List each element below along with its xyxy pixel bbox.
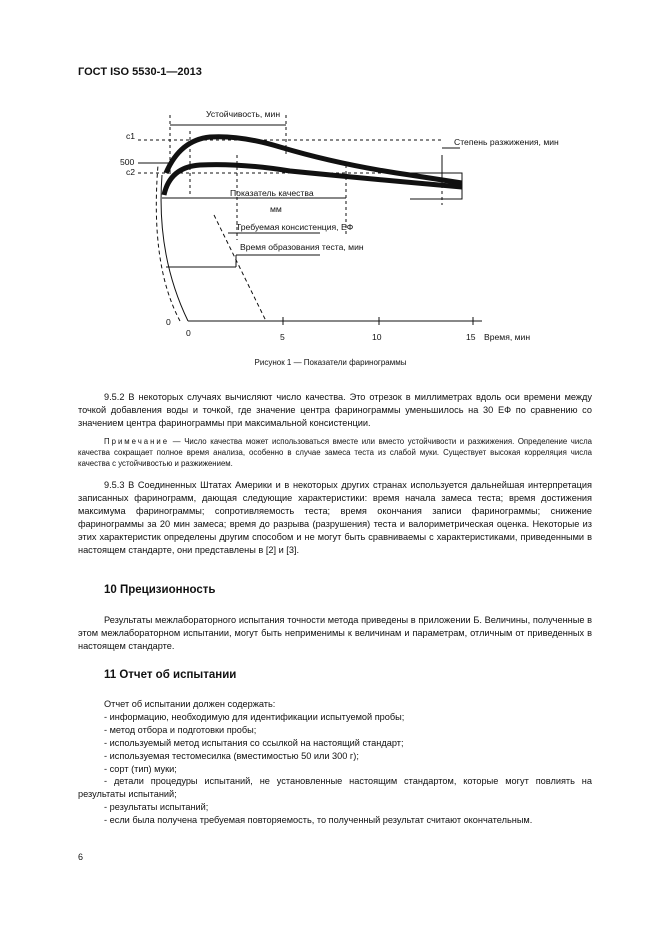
label-c2: c2 bbox=[126, 167, 136, 177]
label-quality-number: Показатель качества bbox=[230, 188, 314, 198]
label-c1: c1 bbox=[126, 131, 136, 141]
tick-label-10: 10 bbox=[372, 332, 382, 342]
list-item: - информацию, необходимую для идентификации испытуемой пробы; bbox=[104, 711, 405, 722]
paragraph-10 bbox=[78, 614, 592, 653]
label-500: 500 bbox=[120, 157, 135, 167]
figure-caption: Рисунок 1 — Показатели фаринограммы bbox=[254, 358, 407, 367]
paragraph-10-text: Результаты межлабораторного испытания точности метода приведены в приложении Б. Величины, полученные в этом межлабораторном испытании, могут быть неприменимы к величинам и параметрам, отличным от приведенных в настоящем стандарте. bbox=[78, 615, 592, 651]
farinogram-upper-band bbox=[166, 137, 462, 183]
label-y-zero: 0 bbox=[166, 317, 171, 327]
note-block bbox=[78, 436, 592, 470]
tick-label-15: 15 bbox=[466, 332, 476, 342]
time-axis-label: Время, мин bbox=[484, 332, 531, 342]
farinogram-diagram bbox=[110, 95, 590, 355]
note-text: — Число качества может использоваться вместе или вместо устойчивости и разжижения. Определение числа качества сокращает полное время анализа, особенно в случае замеса теста из слабой муки. Существует высокая корреляция числа качества с устойчивостью и разжижением. bbox=[78, 437, 592, 469]
page-number: 6 bbox=[78, 852, 84, 862]
note-label: Примечание bbox=[104, 437, 170, 446]
label-stability: Устойчивость, мин bbox=[206, 109, 281, 119]
paragraph-9-5-3 bbox=[78, 479, 592, 556]
label-mm: мм bbox=[270, 204, 282, 214]
farinogram-figure bbox=[110, 95, 590, 355]
standard-header: ГОСТ ISO 5530-1—2013 bbox=[78, 66, 202, 78]
section-heading-10: 10 Прецизионность bbox=[104, 584, 216, 596]
section-heading-11: 11 Отчет об испытании bbox=[104, 669, 237, 681]
label-degree-softening: Степень разжижения, мин bbox=[454, 137, 559, 147]
list-item: - используемая тестомесилка (вместимостью 50 или 300 г); bbox=[104, 750, 359, 761]
list-item: - детали процедуры испытаний, не установленные настоящим стандартом, которые могут повлиять на результаты испытаний; bbox=[78, 776, 592, 800]
tick-label-5: 5 bbox=[280, 332, 285, 342]
list-item: - сорт (тип) муки; bbox=[104, 763, 177, 774]
label-req-consistency: Требуемая консистенция, ЕФ bbox=[236, 222, 354, 232]
list-intro: Отчет об испытании должен содержать: bbox=[104, 699, 276, 709]
label-dev-time: Время образования теста, мин bbox=[240, 242, 364, 252]
list-item: - используемый метод испытания со ссылкой на настоящий стандарт; bbox=[104, 737, 404, 748]
paragraph-9-5-3-text: 9.5.3 В Соединенных Штатах Америки и в некоторых других странах используется дальнейшая интерпретация записанных фаринограмм, дающая следующие характеристики: время начала замеса теста; время достижения максимума фаринограммы; сопротивляемость теста; время окончания записи фаринограммы; снижение фаринограммы за 20 мин замеса; время до разрыва (разрушения) теста и валориметрическая оценка. Некоторые из этих характеристик определены другим способом и не могут быть сравниваемы с характеристиками, приведенными в настоящем стандарте, они представлены в [2] и [3]. bbox=[78, 480, 592, 555]
paragraph-9-5-2-text: 9.5.2 В некоторых случаях вычисляют число качества. Это отрезок в миллиметрах вдоль оси времени между точкой добавления воды и точкой, где значение центра фаринограммы уменьшилось на 30 ЕФ по сравнению со значением центра фаринограммы при максимальной консистенции. bbox=[78, 392, 592, 428]
report-contents-list bbox=[78, 698, 592, 827]
list-item: - результаты испытаний; bbox=[104, 802, 209, 813]
list-item: - если была получена требуемая повторяемость, то полученный результат считают окончательным. bbox=[104, 815, 533, 826]
paragraph-9-5-2 bbox=[78, 391, 592, 430]
tick-label-0: 0 bbox=[186, 328, 191, 338]
list-item: - метод отбора и подготовки пробы; bbox=[104, 724, 257, 735]
curve-rise bbox=[161, 175, 188, 321]
